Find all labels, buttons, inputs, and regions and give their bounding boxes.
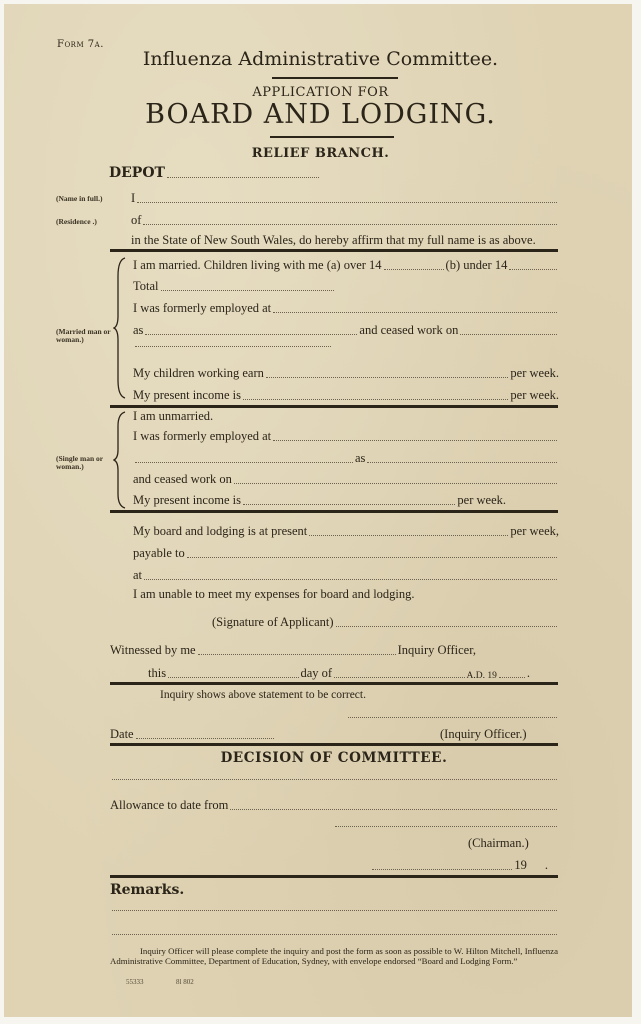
print-code-2: 8l 802 <box>176 978 194 986</box>
single-employed-field[interactable]: I was formerly employed at <box>133 429 559 444</box>
children-field[interactable]: I am married. Children living with me (a) over 14 (b) under 14 <box>133 258 559 273</box>
decision-heading: DECISION OF COMMITTEE. <box>220 750 448 766</box>
remarks-heading: Remarks. <box>110 882 185 898</box>
footer-note: Inquiry Officer will please complete the inquiry and post the form as soon as possible to W. Hilton Mitchell, Influenza Administrative Committee, Department of Education, Sydney, with envelope endorsed “Board and Lodging Form.” <box>110 946 558 966</box>
witness-date-field[interactable]: this day of A.D. 19 . <box>148 666 531 681</box>
depot-field[interactable] <box>109 165 321 181</box>
allowance-field[interactable]: Allowance to date from <box>110 798 559 813</box>
children-earn-field[interactable]: My children working earn per week. <box>133 366 559 380</box>
inquiry-date-field[interactable]: Date <box>110 727 276 742</box>
married-side-label: (Married man or woman.) <box>56 327 111 344</box>
single-side-label: (Single man or woman.) <box>56 454 103 471</box>
residence-hint: (Residence .) <box>56 217 97 226</box>
form-title: BOARD AND LODGING. <box>145 99 496 130</box>
residence-prefix: of <box>131 213 142 227</box>
remarks-line-1[interactable] <box>110 909 559 914</box>
section-rule <box>110 875 558 878</box>
single-income-field[interactable]: My present income is per week. <box>133 493 506 507</box>
section-rule <box>110 405 558 408</box>
decision-date-field[interactable]: 19 . <box>370 858 548 873</box>
single-brace-icon <box>113 410 127 510</box>
print-code-1: 55333 <box>126 978 144 986</box>
section-rule <box>110 510 558 513</box>
name-field[interactable] <box>131 191 559 206</box>
depot-label: DEPOT <box>109 165 165 181</box>
application-for: APPLICATION FOR <box>252 85 389 100</box>
section-rule <box>110 682 558 685</box>
remarks-line-2[interactable] <box>110 933 559 938</box>
header-rule-2 <box>270 136 394 138</box>
single-as-field[interactable]: as <box>133 451 559 466</box>
chairman-signature-field[interactable] <box>333 825 559 830</box>
committee-title: Influenza Administrative Committee. <box>142 48 499 70</box>
unmarried-text: I am unmarried. <box>133 409 214 423</box>
payable-to-field[interactable]: payable to <box>133 546 559 561</box>
witnessed-field[interactable]: Witnessed by me Inquiry Officer, <box>110 643 476 657</box>
board-present-field[interactable]: My board and lodging is at present per week, <box>133 524 559 538</box>
married-income-field[interactable]: My present income is per week. <box>133 388 559 402</box>
name-hint: (Name in full.) <box>56 194 103 203</box>
married-ceased-continued[interactable] <box>133 345 333 350</box>
inquiry-officer-signature-field[interactable] <box>346 716 559 721</box>
married-brace-icon <box>113 256 127 400</box>
inquiry-officer-label: (Inquiry Officer.) <box>440 727 527 741</box>
header-rule-1 <box>272 77 398 79</box>
signature-field[interactable]: (Signature of Applicant) <box>212 615 559 630</box>
form-number: Form 7a. <box>57 39 104 50</box>
inquiry-statement: Inquiry shows above statement to be correct. <box>160 689 366 701</box>
unable-statement: I am unable to meet my expenses for board and lodging. <box>133 587 415 601</box>
chairman-label: (Chairman.) <box>468 836 529 850</box>
married-employed-field[interactable]: I was formerly employed at <box>133 301 559 316</box>
total-field[interactable]: Total <box>133 279 336 294</box>
single-ceased-field[interactable]: and ceased work on <box>133 472 559 487</box>
branch-title: RELIEF BRANCH. <box>251 146 390 161</box>
residence-field[interactable] <box>131 213 559 228</box>
payable-at-field[interactable]: at <box>133 568 559 583</box>
affirmation-text: in the State of New South Wales, do hereby affirm that my full name is as above. <box>131 233 536 247</box>
section-rule <box>110 249 558 252</box>
section-rule <box>110 743 558 746</box>
decision-line-field[interactable] <box>110 778 559 783</box>
married-as-field[interactable]: as and ceased work on <box>133 323 559 338</box>
name-prefix: I <box>131 191 136 205</box>
